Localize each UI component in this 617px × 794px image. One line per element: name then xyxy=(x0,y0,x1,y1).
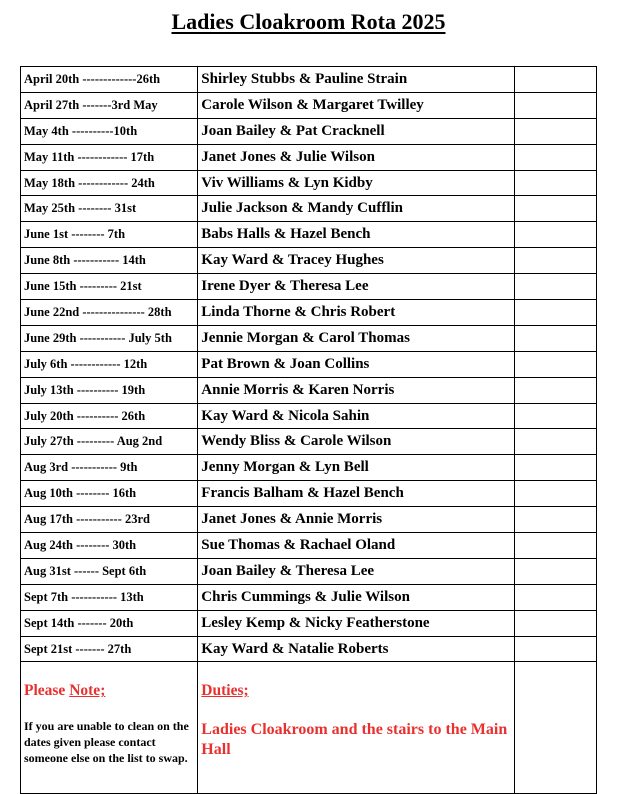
rota-date: June 1st -------- 7th xyxy=(21,222,198,248)
rota-blank-cell xyxy=(514,455,596,481)
table-row xyxy=(21,429,597,455)
rota-names: Kay Ward & Tracey Hughes xyxy=(198,248,515,274)
table-row xyxy=(21,67,597,93)
rota-names: Linda Thorne & Chris Robert xyxy=(198,300,515,326)
rota-blank-cell xyxy=(514,248,596,274)
rota-date: June 15th --------- 21st xyxy=(21,274,198,300)
table-row xyxy=(21,455,597,481)
rota-blank-cell xyxy=(514,196,596,222)
rota-date: May 18th ------------ 24th xyxy=(21,170,198,196)
rota-blank-cell xyxy=(514,274,596,300)
table-row xyxy=(21,144,597,170)
rota-blank-cell xyxy=(514,351,596,377)
rota-names: Sue Thomas & Rachael Oland xyxy=(198,533,515,559)
rota-date: June 8th ----------- 14th xyxy=(21,248,198,274)
rota-names: Annie Morris & Karen Norris xyxy=(198,377,515,403)
rota-date: June 22nd --------------- 28th xyxy=(21,300,198,326)
rota-blank-cell xyxy=(514,377,596,403)
table-row xyxy=(21,377,597,403)
table-row xyxy=(21,403,597,429)
rota-date: June 29th ----------- July 5th xyxy=(21,325,198,351)
rota-date: Aug 10th -------- 16th xyxy=(21,481,198,507)
rota-names: Carole Wilson & Margaret Twilley xyxy=(198,92,515,118)
rota-names: Shirley Stubbs & Pauline Strain xyxy=(198,67,515,93)
note-heading xyxy=(24,682,197,700)
rota-date: Aug 31st ------ Sept 6th xyxy=(21,558,198,584)
notes-row xyxy=(21,662,597,794)
note-body: If you are unable to clean on the dates given please contact someone else on the list to swap. xyxy=(24,719,189,766)
rota-date: July 6th ------------ 12th xyxy=(21,351,198,377)
rota-blank-cell xyxy=(514,429,596,455)
table-row xyxy=(21,170,597,196)
rota-names: Janet Jones & Julie Wilson xyxy=(198,144,515,170)
rota-blank-cell xyxy=(514,222,596,248)
table-row xyxy=(21,248,597,274)
rota-date: May 25th -------- 31st xyxy=(21,196,198,222)
rota-date: Sept 14th ------- 20th xyxy=(21,610,198,636)
page-title: Ladies Cloakroom Rota 2025 xyxy=(171,9,446,34)
table-row xyxy=(21,92,597,118)
rota-date: July 13th ---------- 19th xyxy=(21,377,198,403)
rota-date: Aug 24th -------- 30th xyxy=(21,533,198,559)
table-row xyxy=(21,636,597,662)
note-cell xyxy=(21,662,198,794)
rota-blank-cell xyxy=(514,67,596,93)
rota-names: Viv Williams & Lyn Kidby xyxy=(198,170,515,196)
duties-body: Ladies Cloakroom and the stairs to the Main Hall xyxy=(201,721,508,759)
rota-names: Chris Cummings & Julie Wilson xyxy=(198,584,515,610)
table-row xyxy=(21,507,597,533)
rota-blank-cell xyxy=(514,533,596,559)
rota-blank-cell xyxy=(514,92,596,118)
duties-cell xyxy=(198,662,515,794)
rota-names: Joan Bailey & Theresa Lee xyxy=(198,558,515,584)
table-row xyxy=(21,325,597,351)
rota-blank-cell xyxy=(514,558,596,584)
rota-names: Wendy Bliss & Carole Wilson xyxy=(198,429,515,455)
rota-blank-cell xyxy=(514,403,596,429)
note-heading-text: Please Note; xyxy=(24,682,106,700)
table-row xyxy=(21,481,597,507)
rota-blank-cell xyxy=(514,507,596,533)
table-row xyxy=(21,274,597,300)
rota-date: Aug 3rd ----------- 9th xyxy=(21,455,198,481)
table-row xyxy=(21,610,597,636)
rota-blank-cell xyxy=(514,300,596,326)
rota-blank-cell xyxy=(514,170,596,196)
table-row xyxy=(21,118,597,144)
rota-date: July 20th ---------- 26th xyxy=(21,403,198,429)
rota-names: Babs Halls & Hazel Bench xyxy=(198,222,515,248)
rota-blank-cell xyxy=(514,325,596,351)
rota-names: Jennie Morgan & Carol Thomas xyxy=(198,325,515,351)
rota-date: May 4th ----------10th xyxy=(21,118,198,144)
rota-table xyxy=(20,66,597,794)
table-row xyxy=(21,351,597,377)
table-row xyxy=(21,300,597,326)
rota-date: April 27th -------3rd May xyxy=(21,92,198,118)
rota-names: Pat Brown & Joan Collins xyxy=(198,351,515,377)
rota-names: Kay Ward & Natalie Roberts xyxy=(198,636,515,662)
rota-names: Janet Jones & Annie Morris xyxy=(198,507,515,533)
table-row xyxy=(21,584,597,610)
rota-blank-cell xyxy=(514,584,596,610)
rota-date: July 27th --------- Aug 2nd xyxy=(21,429,198,455)
rota-date: Aug 17th ----------- 23rd xyxy=(21,507,198,533)
table-row xyxy=(21,196,597,222)
table-row xyxy=(21,222,597,248)
rota-names: Kay Ward & Nicola Sahin xyxy=(198,403,515,429)
duties-heading: Duties; xyxy=(201,682,249,700)
rota-date: Sept 21st ------- 27th xyxy=(21,636,198,662)
table-row xyxy=(21,533,597,559)
rota-date: May 11th ------------ 17th xyxy=(21,144,198,170)
rota-names: Joan Bailey & Pat Cracknell xyxy=(198,118,515,144)
rota-date: April 20th -------------26th xyxy=(21,67,198,93)
notes-blank-cell xyxy=(514,662,596,794)
rota-blank-cell xyxy=(514,481,596,507)
rota-names: Lesley Kemp & Nicky Featherstone xyxy=(198,610,515,636)
rota-body xyxy=(21,67,597,662)
rota-blank-cell xyxy=(514,118,596,144)
rota-blank-cell xyxy=(514,636,596,662)
rota-names: Francis Balham & Hazel Bench xyxy=(198,481,515,507)
rota-names: Jenny Morgan & Lyn Bell xyxy=(198,455,515,481)
table-row xyxy=(21,558,597,584)
rota-date: Sept 7th ----------- 13th xyxy=(21,584,198,610)
rota-names: Irene Dyer & Theresa Lee xyxy=(198,274,515,300)
rota-blank-cell xyxy=(514,144,596,170)
rota-names: Julie Jackson & Mandy Cufflin xyxy=(198,196,515,222)
rota-blank-cell xyxy=(514,610,596,636)
